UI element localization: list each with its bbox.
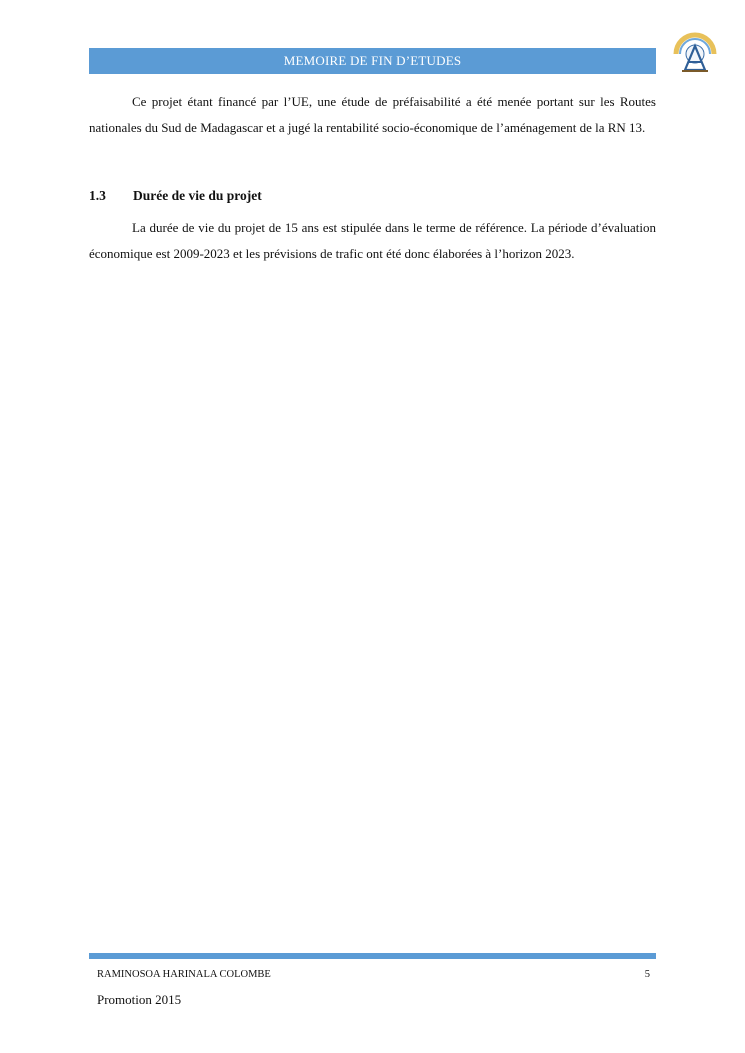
page-header-title: MEMOIRE DE FIN D’ETUDES	[89, 48, 656, 74]
section-title: Durée de vie du projet	[133, 188, 262, 203]
footer-divider	[89, 953, 656, 959]
body-paragraph: Ce projet étant financé par l’UE, une étude de préfaisabilité a été menée portant sur les Routes nationales du Sud de Madagascar et a jugé la rentabilité socio-économique de l’aménagement de la RN 13.	[89, 94, 656, 135]
page-number: 5	[644, 969, 650, 980]
footer-author: RAMINOSOA HARINALA COLOMBE	[97, 969, 271, 980]
school-emblem-icon	[672, 32, 718, 74]
body-paragraph: La durée de vie du projet de 15 ans est stipulée dans le terme de référence. La période d’évaluation économique est 2009-2023 et les prévisions de trafic ont été donc élaborées à l’horizon 2023.	[89, 220, 656, 261]
footer-promotion: Promotion 2015	[97, 992, 182, 1007]
section-heading	[89, 183, 262, 209]
section-number: 1.3	[89, 188, 106, 203]
